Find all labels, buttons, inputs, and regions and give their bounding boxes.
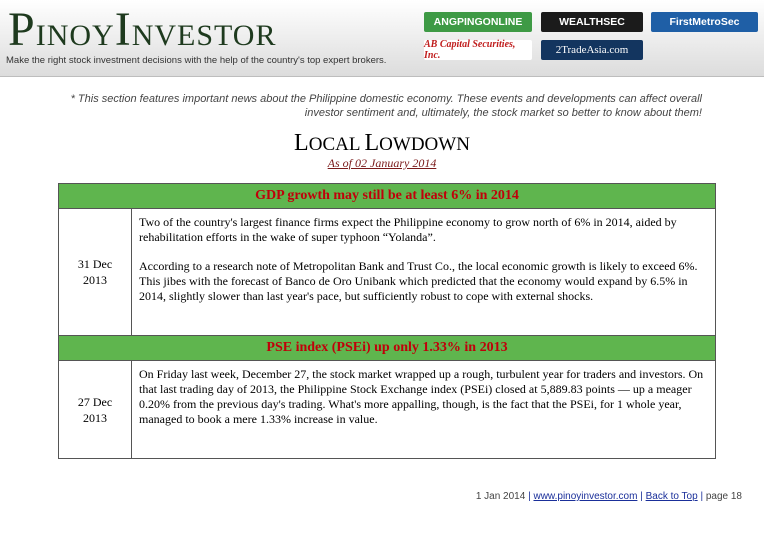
news-headline-row — [59, 336, 716, 361]
news-headline: GDP growth may still be at least 6% in 2014 — [59, 184, 716, 209]
sponsor-ab-capital[interactable]: AB Capital Securities, Inc. — [424, 40, 532, 60]
page-number: page 18 — [705, 491, 742, 502]
intro-note: * This section features important news about the Philippine domestic economy. These events and developments can affect overall investor sentiment and, ultimately, the stock market so better to know about them! — [70, 93, 702, 119]
sponsor-wealthsec[interactable]: WEALTHSEC — [541, 12, 643, 32]
back-to-top-link[interactable]: Back to Top — [645, 491, 698, 502]
tagline: Make the right stock investment decisions with the help of the country's top expert brokers. — [6, 55, 387, 66]
footer-separator: | — [700, 491, 704, 502]
news-paragraph: Two of the country's largest finance firms expect the Philippine economy to grow north of 6% in 2014, aided by rehabilitation efforts in the wake of super typhoon “Yolanda”. — [139, 215, 677, 244]
news-headline-row — [59, 184, 716, 209]
as-of-date: As of 02 January 2014 — [327, 156, 437, 170]
news-body — [132, 209, 716, 336]
news-date: 31 Dec 2013 — [59, 209, 132, 336]
footer-separator: | — [528, 491, 531, 502]
pinoyinvestor-logo[interactable]: PINOYINVESTOR — [8, 3, 277, 56]
news-item-row — [59, 361, 716, 459]
sponsor-2tradeasia[interactable]: 2TradeAsia.com — [541, 40, 643, 60]
footer-separator: | — [640, 491, 643, 502]
news-paragraph: According to a research note of Metropolitan Bank and Trust Co., the local economic growth is likely to exceed 6%. This jibes with the forecast of Banco de Oro Unibank which predicted that the economy would expand by 6.5% in 2014, slightly slower than last year's pace, but sufficiently robust to cope with external shocks. — [139, 259, 698, 303]
sponsor-firstmetrosec[interactable]: FirstMetroSec — [651, 12, 758, 32]
site-link[interactable]: www.pinoyinvestor.com — [533, 491, 638, 502]
sponsor-angpingonline[interactable]: ANGPINGONLINE — [424, 12, 532, 32]
page-footer — [476, 491, 742, 502]
news-paragraph: On Friday last week, December 27, the stock market wrapped up a rough, turbulent year for traders and investors. On that last trading day of 2013, the Philippine Stock Exchange index (PSEi) closed at 5,889.83 points — up a meager 0.20% from the previous day's trading. What's more appalling, though, is the fact that the PSEi, for 1 whole year, managed to book a mere 1.33% increase in value. — [139, 367, 704, 426]
news-item-row — [59, 209, 716, 336]
news-table — [58, 183, 716, 459]
footer-date: 1 Jan 2014 — [475, 491, 526, 502]
section-title: LOCAL LOWDOWN — [294, 130, 470, 156]
page-header — [0, 0, 764, 77]
news-body — [132, 361, 716, 459]
news-date: 27 Dec 2013 — [59, 361, 132, 459]
news-headline: PSE index (PSEi) up only 1.33% in 2013 — [59, 336, 716, 361]
